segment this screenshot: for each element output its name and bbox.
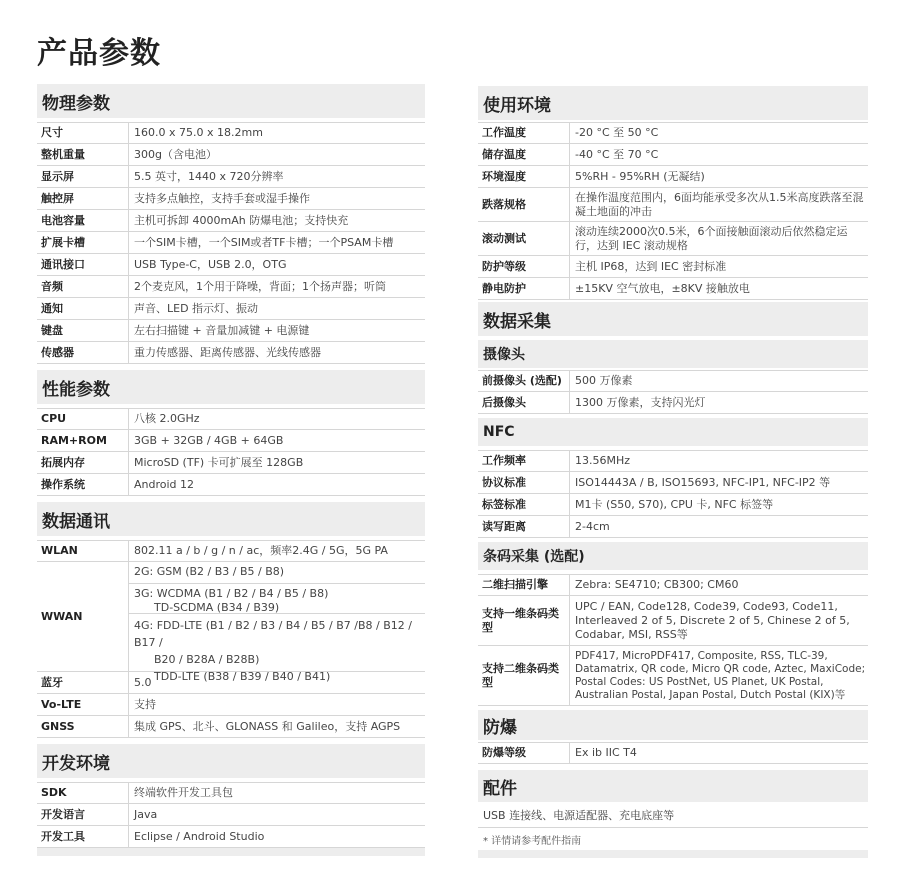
section-performance-title: 性能参数 bbox=[37, 370, 425, 404]
spec-label: 支持二维条码类型 bbox=[478, 646, 570, 705]
spec-label: 滚动测试 bbox=[478, 222, 570, 255]
section-explosion-title: 防爆 bbox=[478, 710, 868, 740]
spec-value: ISO14443A / B, ISO15693, NFC-IP1, NFC-IP2 等 bbox=[575, 475, 831, 489]
spec-value: 集成 GPS、北斗、GLONASS 和 Galileo，支持 AGPS bbox=[134, 719, 401, 733]
spec-value: Android 12 bbox=[134, 477, 195, 491]
spec-row bbox=[37, 782, 425, 804]
subsection-camera-title: 摄像头 bbox=[478, 340, 868, 368]
spec-row bbox=[37, 672, 425, 694]
spec-label: 二维扫描引擎 bbox=[478, 575, 570, 595]
spec-row bbox=[37, 716, 425, 738]
spec-label: Vo-LTE bbox=[37, 694, 129, 715]
spec-value: ±15KV 空气放电，±8KV 接触放电 bbox=[575, 281, 750, 295]
spec-value: 1300 万像素，支持闪光灯 bbox=[575, 395, 706, 409]
spec-row bbox=[478, 574, 868, 596]
spec-label: 尺寸 bbox=[37, 123, 129, 143]
spec-row bbox=[478, 516, 868, 538]
section-env-title: 使用环境 bbox=[478, 86, 868, 120]
spec-label: 工作温度 bbox=[478, 123, 570, 143]
spec-label: 键盘 bbox=[37, 320, 129, 341]
spec-value: 支持多点触控，支持手套或湿手操作 bbox=[134, 191, 310, 205]
spec-row bbox=[37, 430, 425, 452]
spec-label: 储存温度 bbox=[478, 144, 570, 165]
spec-label: 读写距离 bbox=[478, 516, 570, 537]
spec-row bbox=[37, 408, 425, 430]
spec-label: GNSS bbox=[37, 716, 129, 737]
spec-row bbox=[37, 804, 425, 826]
spec-label: 传感器 bbox=[37, 342, 129, 363]
spec-row bbox=[478, 450, 868, 472]
spec-value: 左右扫描键 + 音量加减键 + 电源键 bbox=[134, 323, 310, 337]
spec-label: 显示屏 bbox=[37, 166, 129, 187]
spec-label: 音频 bbox=[37, 276, 129, 297]
spec-label: 电池容量 bbox=[37, 210, 129, 231]
spec-label: 工作频率 bbox=[478, 451, 570, 471]
spec-row bbox=[37, 342, 425, 364]
spec-value: 重力传感器、距离传感器、光线传感器 bbox=[134, 345, 321, 359]
wwan-4g-line-1: 4G: FDD-LTE (B1 / B2 / B3 / B4 / B5 / B7 /B8 / B12 / B17 / bbox=[134, 619, 412, 649]
spec-value: 支持 bbox=[134, 697, 156, 711]
spec-row bbox=[37, 254, 425, 276]
spec-row bbox=[37, 474, 425, 496]
spec-value: M1卡 (S50, S70), CPU 卡, NFC 标签等 bbox=[575, 497, 774, 511]
wwan-4g-line-3: TDD-LTE (B38 / B39 / B40 / B41) bbox=[154, 670, 331, 683]
spec-value: MicroSD (TF) 卡可扩展至 128GB bbox=[134, 455, 304, 469]
spec-label: 前摄像头 (选配) bbox=[478, 371, 570, 391]
section-capture-title: 数据采集 bbox=[478, 302, 868, 336]
subsection-nfc-title: NFC bbox=[478, 418, 868, 446]
spec-value: -20 °C 至 50 °C bbox=[575, 126, 659, 139]
spec-row bbox=[37, 166, 425, 188]
wwan-3g-line-1: 3G: WCDMA (B1 / B2 / B4 / B5 / B8) bbox=[134, 587, 329, 600]
spec-value: 13.56MHz bbox=[575, 454, 631, 467]
spec-value: 5.5 英寸，1440 x 720分辨率 bbox=[134, 169, 284, 183]
spec-value: PDF417, MicroPDF417, Composite, RSS, TLC-39, Datamatrix, QR code, Micro QR code, Aztec, MaxiCode; Postal Codes: US PostNet, US Planet, UK Postal, Australian Postal, Japan Postal, Dutch Postal (KIX)等 bbox=[575, 649, 866, 701]
spec-label: 通知 bbox=[37, 298, 129, 319]
spec-value: 5%RH - 95%RH (无凝结) bbox=[575, 169, 705, 183]
spec-value: 主机 IP68，达到 IEC 密封标准 bbox=[575, 259, 727, 273]
wwan-4g-line-2: B20 / B28A / B28B) bbox=[154, 653, 260, 666]
spec-row bbox=[37, 188, 425, 210]
accessories-text: USB 连接线、电源适配器、充电底座等 bbox=[478, 802, 868, 828]
spec-row bbox=[478, 742, 868, 764]
spec-value: Ex ib IIC T4 bbox=[575, 746, 637, 759]
wwan-2g: 2G: GSM (B2 / B3 / B5 / B8) bbox=[129, 562, 425, 584]
spec-value: 终端软件开发工具包 bbox=[134, 786, 233, 799]
section-comms-title: 数据通讯 bbox=[37, 502, 425, 536]
spec-row bbox=[37, 452, 425, 474]
spec-row bbox=[37, 144, 425, 166]
spec-value: UPC / EAN, Code128, Code39, Code93, Code11, Interleaved 2 of 5, Discrete 2 of 5, Chinese 2 of 5, Codabar, MSI, RSS等 bbox=[575, 599, 850, 641]
spec-value: 5.0 bbox=[134, 675, 152, 689]
spec-label: RAM+ROM bbox=[37, 430, 129, 451]
spec-row bbox=[478, 392, 868, 414]
spec-value: 500 万像素 bbox=[575, 374, 633, 387]
spec-value: 在操作温度范围内，6面均能承受多次从1.5米高度跌落至混凝土地面的冲击 bbox=[575, 190, 864, 218]
spec-row bbox=[478, 256, 868, 278]
spec-value: 2个麦克风，1个用于降噪，背面；1个扬声器；听筒 bbox=[134, 279, 386, 293]
spec-row bbox=[37, 276, 425, 298]
section-dev-title: 开发环境 bbox=[37, 744, 425, 778]
spec-label: SDK bbox=[37, 783, 129, 803]
left-column bbox=[37, 84, 425, 856]
spec-value: 3GB + 32GB / 4GB + 64GB bbox=[134, 433, 284, 447]
spec-row bbox=[478, 144, 868, 166]
spec-label: WLAN bbox=[37, 541, 129, 561]
spec-row bbox=[478, 494, 868, 516]
section-physical-title: 物理参数 bbox=[37, 84, 425, 118]
spec-value: 2-4cm bbox=[575, 519, 610, 533]
spec-label: 跌落规格 bbox=[478, 188, 570, 221]
spec-row bbox=[37, 298, 425, 320]
footer-bar bbox=[478, 850, 868, 858]
spec-label: 防护等级 bbox=[478, 256, 570, 277]
spec-label: 蓝牙 bbox=[37, 672, 129, 693]
spec-value: 主机可拆卸 4000mAh 防爆电池；支持快充 bbox=[134, 213, 349, 227]
spec-row bbox=[478, 472, 868, 494]
page-title: 产品参数 bbox=[37, 36, 161, 71]
wwan-3g bbox=[129, 584, 425, 614]
spec-label: 标签标准 bbox=[478, 494, 570, 515]
spec-row bbox=[478, 646, 868, 706]
spec-row bbox=[37, 540, 425, 562]
spec-label: CPU bbox=[37, 409, 129, 429]
spec-row bbox=[478, 370, 868, 392]
spec-value: Eclipse / Android Studio bbox=[134, 829, 265, 843]
spec-value: 一个SIM卡槽，一个SIM或者TF卡槽；一个PSAM卡槽 bbox=[134, 235, 394, 249]
spec-label: 整机重量 bbox=[37, 144, 129, 165]
spec-row bbox=[37, 232, 425, 254]
spec-label: 操作系统 bbox=[37, 474, 129, 495]
spec-value: 声音、LED 指示灯、振动 bbox=[134, 301, 259, 315]
spec-label: 支持一维条码类型 bbox=[478, 596, 570, 645]
spec-row bbox=[478, 122, 868, 144]
spec-row bbox=[478, 188, 868, 222]
spec-value: 八核 2.0GHz bbox=[134, 412, 200, 425]
spec-label: 环境湿度 bbox=[478, 166, 570, 187]
spec-label: 扩展卡槽 bbox=[37, 232, 129, 253]
spec-label: 后摄像头 bbox=[478, 392, 570, 413]
spec-row bbox=[478, 596, 868, 646]
spec-label: 开发语言 bbox=[37, 804, 129, 825]
spec-label: WWAN bbox=[37, 562, 129, 671]
wwan-3g-line-2: TD-SCDMA (B34 / B39) bbox=[154, 601, 280, 614]
spec-value: 802.11 a / b / g / n / ac，频率2.4G / 5G，5G PA bbox=[134, 544, 388, 557]
spec-label: 静电防护 bbox=[478, 278, 570, 299]
spec-row bbox=[478, 278, 868, 300]
spec-value: 300g（含电池） bbox=[134, 147, 217, 161]
spec-row bbox=[478, 222, 868, 256]
spec-value: Zebra: SE4710; CB300; CM60 bbox=[575, 578, 739, 591]
footer-bar bbox=[37, 848, 425, 856]
spec-value: USB Type-C，USB 2.0，OTG bbox=[134, 257, 287, 271]
spec-label: 防爆等级 bbox=[478, 743, 570, 763]
spec-row bbox=[37, 826, 425, 848]
spec-value: 160.0 x 75.0 x 18.2mm bbox=[134, 126, 263, 139]
spec-value: -40 °C 至 70 °C bbox=[575, 147, 659, 161]
spec-value: Java bbox=[134, 807, 158, 821]
spec-row bbox=[37, 320, 425, 342]
spec-row bbox=[37, 122, 425, 144]
spec-label: 协议标准 bbox=[478, 472, 570, 493]
spec-label: 触控屏 bbox=[37, 188, 129, 209]
right-column bbox=[478, 86, 868, 858]
spec-label: 拓展内存 bbox=[37, 452, 129, 473]
spec-row bbox=[478, 166, 868, 188]
spec-row bbox=[37, 694, 425, 716]
accessories-note: * 详情请参考配件指南 bbox=[483, 835, 582, 847]
spec-label: 开发工具 bbox=[37, 826, 129, 847]
spec-value: 滚动连续2000次0.5米，6个面接触面滚动后依然稳定运行，达到 IEC 滚动规格 bbox=[575, 224, 848, 252]
subsection-barcode-title: 条码采集 (选配) bbox=[478, 542, 868, 570]
spec-label: 通讯接口 bbox=[37, 254, 129, 275]
spec-row bbox=[37, 210, 425, 232]
section-accessories-title: 配件 bbox=[478, 770, 868, 802]
